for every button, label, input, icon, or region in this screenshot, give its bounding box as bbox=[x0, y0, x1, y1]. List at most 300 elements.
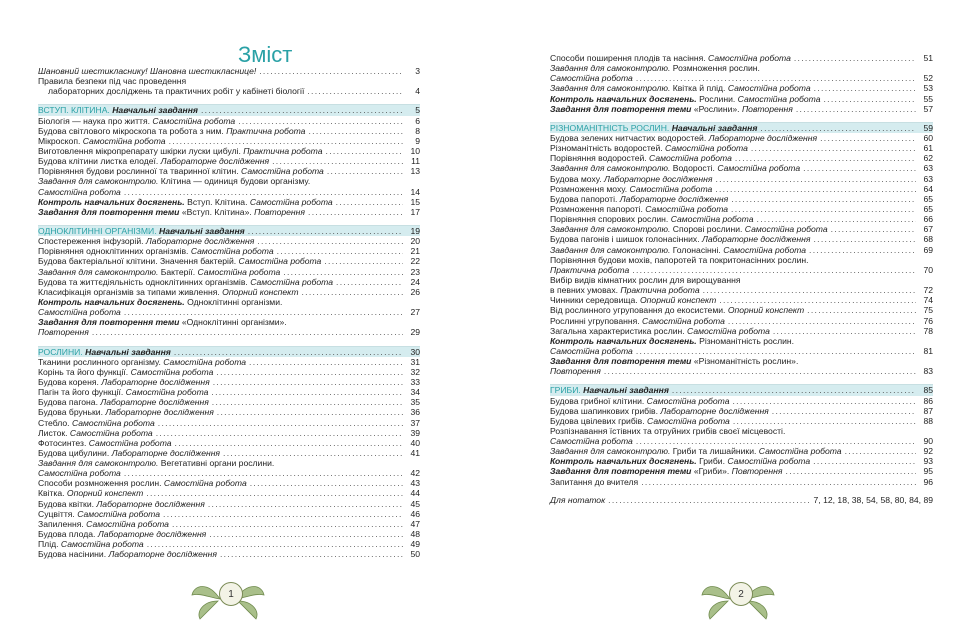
toc-entry-title: Порівняння одноклітинних організмів. Самостійна робота bbox=[38, 246, 274, 257]
toc-page-number: 96 bbox=[923, 476, 933, 487]
toc-entry bbox=[550, 204, 933, 214]
toc-entry-title: Для нотаток bbox=[550, 494, 606, 505]
toc-page-number: 69 bbox=[923, 244, 933, 255]
toc-entry bbox=[550, 83, 933, 93]
toc-entry bbox=[38, 246, 420, 256]
dot-leader bbox=[715, 184, 916, 194]
dot-leader bbox=[672, 385, 916, 395]
toc-entry-title: Запилення. Самостійна робота bbox=[38, 518, 169, 529]
dot-leader bbox=[809, 245, 916, 255]
toc-entry bbox=[550, 104, 933, 114]
dot-leader bbox=[259, 66, 403, 76]
dot-leader bbox=[757, 214, 917, 224]
toc-page-number: 75 bbox=[923, 305, 933, 316]
toc-entry-title: Будова зелених нитчастих водоростей. Лабораторне дослідження bbox=[550, 132, 818, 143]
toc-entry-title: Контроль навчальних досягнень. Вступ. Клітина. Самостійна робота bbox=[38, 196, 333, 207]
toc-page-number: 32 bbox=[410, 366, 420, 377]
toc-page-number: 45 bbox=[410, 498, 420, 509]
dot-leader bbox=[772, 406, 916, 416]
toc-entry-title: Повторення bbox=[550, 366, 601, 377]
dot-leader bbox=[220, 549, 403, 559]
toc-page-number: 39 bbox=[410, 427, 420, 438]
toc-entry-title: Будова грибної клітини. Самостійна робота bbox=[550, 395, 730, 406]
toc-entry-title: Шановний шестикласнику! Шановна шестикласнице! bbox=[38, 66, 257, 76]
dot-leader bbox=[731, 194, 916, 204]
toc-page-number: 53 bbox=[923, 83, 933, 94]
toc-entry-title: Запитання до вчителя bbox=[550, 476, 639, 487]
toc-entry-title: Будова моху. Лабораторне дослідження bbox=[550, 173, 713, 184]
dot-leader bbox=[169, 136, 403, 146]
toc-gap bbox=[550, 114, 933, 122]
dot-leader bbox=[124, 187, 403, 197]
toc-entry bbox=[550, 234, 933, 244]
toc-page-number: 83 bbox=[923, 366, 933, 377]
toc-page-number: 65 bbox=[923, 193, 933, 204]
toc-entry bbox=[550, 153, 933, 163]
dot-leader bbox=[719, 295, 916, 305]
toc-entry bbox=[550, 436, 933, 446]
toc-section-heading bbox=[38, 104, 420, 115]
toc-entry bbox=[550, 416, 933, 426]
toc-entry-title: Розмноження моху. Самостійна робота bbox=[550, 183, 713, 194]
dot-leader bbox=[733, 416, 916, 426]
toc-entry-title: Будова плода. Лабораторне дослідження bbox=[38, 529, 207, 540]
dot-leader bbox=[813, 456, 916, 466]
toc-entry bbox=[550, 295, 933, 305]
toc-page-number: 29 bbox=[410, 327, 420, 338]
dot-leader bbox=[636, 436, 916, 446]
dot-leader bbox=[732, 396, 916, 406]
toc-entry bbox=[550, 305, 933, 315]
toc-entry bbox=[38, 458, 420, 468]
toc-entry bbox=[550, 174, 933, 184]
toc-entry-title: ОДНОКЛІТИННІ ОРГАНІЗМИ. Навчальні завдання bbox=[38, 225, 245, 236]
dot-leader bbox=[731, 204, 916, 214]
dot-leader bbox=[158, 418, 403, 428]
toc-page-number: 57 bbox=[923, 103, 933, 114]
toc-entry bbox=[38, 176, 420, 186]
dot-leader bbox=[92, 327, 403, 337]
toc-entry bbox=[38, 236, 420, 246]
toc-entry bbox=[38, 519, 420, 529]
toc-page-number: 36 bbox=[410, 407, 420, 418]
toc-page-number: 43 bbox=[410, 478, 420, 489]
toc-entry bbox=[38, 207, 420, 217]
dot-leader bbox=[147, 539, 403, 549]
toc-page-number: 50 bbox=[410, 549, 420, 560]
toc-page-number: 74 bbox=[923, 295, 933, 306]
toc-entry-title: Правила безпеки під час проведення bbox=[38, 76, 187, 87]
dot-leader bbox=[845, 446, 916, 456]
toc-entry-title: Чинники середовища. Опорний конспект bbox=[550, 295, 717, 306]
toc-page-number: 13 bbox=[410, 166, 420, 177]
dot-leader bbox=[786, 466, 917, 476]
dot-leader bbox=[209, 529, 403, 539]
toc-entry bbox=[38, 478, 420, 488]
toc-page-number: 41 bbox=[410, 447, 420, 458]
toc-page-number: 62 bbox=[923, 153, 933, 164]
dot-leader bbox=[820, 133, 916, 143]
toc-entry-title: Контроль навчальних досягнень. Рослини. Самостійна робота bbox=[550, 93, 821, 104]
toc-section-heading bbox=[38, 346, 420, 357]
toc-page-number: 59 bbox=[923, 122, 933, 133]
toc-entry bbox=[38, 468, 420, 478]
toc-entry bbox=[38, 116, 420, 126]
toc-entry-title: Завдання для самоконтролю. Бактерії. Самостійна робота bbox=[38, 266, 281, 277]
toc-entry bbox=[38, 377, 420, 387]
toc-entry bbox=[550, 336, 933, 346]
toc-entry bbox=[550, 396, 933, 406]
toc-entry bbox=[38, 256, 420, 266]
toc-page-number: 65 bbox=[923, 203, 933, 214]
dot-leader bbox=[217, 407, 403, 417]
toc-entry-title: Порівняння будови рослинної та тваринної клітин. Самостійна робота bbox=[38, 166, 324, 177]
toc-entry bbox=[38, 418, 420, 428]
toc-page-number: 7, 12, 18, 38, 54, 58, 80, 84, 89 bbox=[813, 494, 933, 505]
toc-entry-title: Корінь та його функції. Самостійна робота bbox=[38, 366, 214, 377]
toc-entry-title: Квітка. Опорний конспект bbox=[38, 488, 144, 499]
toc-page-number: 76 bbox=[923, 315, 933, 326]
toc-entry bbox=[550, 456, 933, 466]
toc-page-number: 47 bbox=[410, 518, 420, 529]
toc-entry-title: Завдання для повторення теми «Рослини». Повторення bbox=[550, 103, 793, 114]
toc-entry bbox=[38, 428, 420, 438]
toc-entry bbox=[550, 143, 933, 153]
dot-leader bbox=[211, 387, 403, 397]
toc-entry-title: Будова цибулини. Лабораторне дослідження bbox=[38, 447, 221, 458]
toc-entry bbox=[550, 316, 933, 326]
toc-entry bbox=[550, 94, 933, 104]
toc-entry bbox=[550, 356, 933, 366]
dot-leader bbox=[326, 146, 403, 156]
toc-entry bbox=[550, 214, 933, 224]
toc-entry bbox=[38, 297, 420, 307]
page-number-left: 1 bbox=[219, 582, 243, 606]
toc-entry bbox=[550, 53, 933, 63]
toc-entry-title: Вибір видів кімнатних рослин для вирощування bbox=[550, 274, 741, 285]
dot-leader bbox=[208, 499, 403, 509]
toc-entry-title: Будова пагонів і шишок голонасінних. Лабораторне дослідження bbox=[550, 234, 811, 245]
toc-entry-title: Будова квітки. Лабораторне дослідження bbox=[38, 498, 205, 509]
toc-page-number: 10 bbox=[410, 145, 420, 156]
toc-section-heading bbox=[38, 225, 420, 236]
toc-entry-title: Будова пагона. Лабораторне дослідження bbox=[38, 397, 209, 408]
toc-entry-title: Порівняння водоростей. Самостійна робота bbox=[550, 153, 732, 164]
toc-entry-title: Самостійна робота bbox=[550, 345, 633, 356]
toc-entry-title: Фотосинтез. Самостійна робота bbox=[38, 437, 172, 448]
toc-entry bbox=[550, 366, 933, 376]
toc-entry bbox=[550, 224, 933, 234]
toc-page-number: 37 bbox=[410, 417, 420, 428]
toc-gap bbox=[38, 217, 420, 225]
toc-page-number: 60 bbox=[923, 132, 933, 143]
toc-entry bbox=[38, 317, 420, 327]
toc-entry-title: Будова та життєдіяльність одноклітинних організмів. Самостійна робота bbox=[38, 276, 333, 287]
toc-entry-title: Розпізнавання їстівних та отруйних грибів своєї місцевості. bbox=[550, 425, 786, 436]
toc-entry bbox=[550, 346, 933, 356]
toc-page-number: 35 bbox=[410, 397, 420, 408]
toc-entry bbox=[550, 73, 933, 83]
toc-entry-title: РОСЛИНИ. Навчальні завдання bbox=[38, 346, 171, 357]
toc-entry bbox=[38, 488, 420, 498]
toc-page-number: 31 bbox=[410, 356, 420, 367]
dot-leader bbox=[324, 256, 403, 266]
dot-leader bbox=[301, 287, 403, 297]
toc-entry bbox=[38, 397, 420, 407]
page-number-right: 2 bbox=[729, 582, 753, 606]
dot-leader bbox=[257, 236, 403, 246]
dot-leader bbox=[248, 226, 403, 236]
toc-page-number: 67 bbox=[923, 224, 933, 235]
dot-leader bbox=[156, 428, 403, 438]
toc-entry bbox=[38, 327, 420, 337]
toc-entry-title: Загальна характеристика рослин. Самостійна робота bbox=[550, 325, 770, 336]
toc-page-number: 61 bbox=[923, 143, 933, 154]
toc-entry bbox=[38, 307, 420, 317]
toc-entry-title: Завдання для повторення теми «Гриби». Повторення bbox=[550, 466, 783, 477]
toc-page-number: 19 bbox=[410, 225, 420, 236]
toc-page-number: 30 bbox=[410, 346, 420, 357]
toc-entry-title: РІЗНОМАНІТНІСТЬ РОСЛИН. Навчальні завдання bbox=[550, 122, 758, 133]
toc-entry bbox=[550, 406, 933, 416]
toc-entry bbox=[38, 187, 420, 197]
toc-entry-title: Виготовлення мікропрепарату шкірки луски цибулі. Практична робота bbox=[38, 145, 323, 156]
dot-leader bbox=[146, 488, 403, 498]
toc-page-number: 48 bbox=[410, 529, 420, 540]
toc-gap bbox=[38, 338, 420, 346]
dot-leader bbox=[608, 495, 810, 505]
dot-leader bbox=[327, 166, 403, 176]
toc-page-number: 34 bbox=[410, 387, 420, 398]
toc-page-number: 70 bbox=[923, 264, 933, 275]
toc-page-number: 68 bbox=[923, 234, 933, 245]
toc-entry-title: Будова шапинкових грибів. Лабораторне дослідження bbox=[550, 405, 769, 416]
dot-leader bbox=[307, 86, 403, 96]
toc-page-number: 85 bbox=[923, 385, 933, 396]
toc-entry-title: Рослинні угруповання. Самостійна робота bbox=[550, 315, 725, 326]
dot-leader bbox=[803, 163, 916, 173]
dot-leader bbox=[277, 246, 403, 256]
toc-page-number: 5 bbox=[415, 105, 420, 116]
dot-leader bbox=[823, 94, 916, 104]
dot-leader bbox=[636, 73, 916, 83]
dot-leader bbox=[213, 377, 403, 387]
toc-entry bbox=[550, 194, 933, 204]
toc-entry-title: Самостійна робота bbox=[38, 468, 121, 479]
toc-page-number: 8 bbox=[415, 125, 420, 136]
toc-page-number: 95 bbox=[923, 466, 933, 477]
dot-leader bbox=[728, 316, 916, 326]
toc-page-number: 92 bbox=[923, 446, 933, 457]
toc-entry bbox=[38, 509, 420, 519]
dot-leader bbox=[641, 477, 916, 487]
toc-entry bbox=[38, 499, 420, 509]
toc-page-number: 81 bbox=[923, 345, 933, 356]
toc-page-number: 9 bbox=[415, 135, 420, 146]
toc-entry-title: Класифікація організмів за типами живлення. Опорний конспект bbox=[38, 286, 299, 297]
toc-entry-title: Плід. Самостійна робота bbox=[38, 539, 144, 550]
toc-entry-title: Будова бактеріальної клітини. Значення бактерій. Самостійна робота bbox=[38, 256, 322, 267]
toc-entry bbox=[38, 448, 420, 458]
toc-entry bbox=[550, 495, 933, 505]
dot-leader bbox=[223, 448, 403, 458]
dot-leader bbox=[172, 519, 403, 529]
toc-entry-title: Розмноження папороті. Самостійна робота bbox=[550, 203, 729, 214]
dot-leader bbox=[249, 357, 403, 367]
toc-entry bbox=[38, 86, 420, 96]
toc-entry-title: Від рослинного угруповання до екосистеми. Опорний конспект bbox=[550, 305, 805, 316]
toc-page-number: 86 bbox=[923, 395, 933, 406]
page-title: Зміст bbox=[238, 42, 293, 67]
dot-leader bbox=[336, 277, 403, 287]
toc-entry bbox=[38, 357, 420, 367]
toc-entry-title: Завдання для самоконтролю. Вегетативні органи рослини. bbox=[38, 458, 275, 469]
toc-entry bbox=[550, 446, 933, 456]
dot-leader bbox=[124, 468, 403, 478]
toc-entry-title: Спостереження інфузорій. Лабораторне дослідження bbox=[38, 236, 255, 247]
dot-leader bbox=[703, 285, 916, 295]
toc-page-number: 24 bbox=[410, 276, 420, 287]
toc-entry-title: Самостійна робота bbox=[550, 73, 633, 84]
toc-page-number: 90 bbox=[923, 436, 933, 447]
dot-leader bbox=[794, 53, 916, 63]
toc-left bbox=[38, 66, 420, 559]
toc-entry-title: лабораторних досліджень та практичних робіт у кабінеті біології bbox=[48, 86, 305, 97]
toc-entry-title: Завдання для самоконтролю. Гриби та лишайники. Самостійна робота bbox=[550, 446, 842, 457]
dot-leader bbox=[201, 105, 403, 115]
toc-entry bbox=[550, 265, 933, 275]
toc-page-number: 64 bbox=[923, 183, 933, 194]
dot-leader bbox=[735, 153, 916, 163]
toc-page-number: 23 bbox=[410, 266, 420, 277]
toc-entry bbox=[550, 326, 933, 336]
toc-entry bbox=[550, 477, 933, 487]
dot-leader bbox=[250, 478, 403, 488]
toc-page-number: 52 bbox=[923, 73, 933, 84]
toc-right bbox=[550, 53, 933, 505]
toc-page-number: 22 bbox=[410, 256, 420, 267]
dot-leader bbox=[773, 326, 916, 336]
toc-page-number: 33 bbox=[410, 376, 420, 387]
toc-entry-title: Стебло. Самостійна робота bbox=[38, 417, 155, 428]
toc-entry-title: Порівняння будови мохів, папоротей та покритонасінних рослин. bbox=[550, 254, 809, 265]
dot-leader bbox=[216, 367, 403, 377]
dot-leader bbox=[807, 305, 916, 315]
toc-entry-title: Повторення bbox=[38, 327, 89, 338]
toc-entry-title: Практична робота bbox=[550, 264, 630, 275]
dot-leader bbox=[715, 174, 916, 184]
dot-leader bbox=[238, 116, 403, 126]
toc-gap bbox=[550, 376, 933, 384]
dot-leader bbox=[283, 267, 403, 277]
toc-entry-title: Завдання для самоконтролю. Розмноження рослин. bbox=[550, 63, 760, 74]
toc-page-number: 40 bbox=[410, 437, 420, 448]
toc-page-number: 4 bbox=[415, 86, 420, 97]
dot-leader bbox=[751, 143, 916, 153]
toc-entry-title: Тканини рослинного організму. Самостійна робота bbox=[38, 356, 247, 367]
toc-page-number: 14 bbox=[410, 186, 420, 197]
toc-page-number: 26 bbox=[410, 286, 420, 297]
toc-entry bbox=[38, 197, 420, 207]
toc-entry bbox=[38, 166, 420, 176]
toc-entry bbox=[550, 163, 933, 173]
toc-gap bbox=[38, 96, 420, 104]
toc-page-number: 78 bbox=[923, 325, 933, 336]
toc-page-number: 44 bbox=[410, 488, 420, 499]
toc-entry-title: в певних умовах. Практична робота bbox=[550, 285, 700, 296]
toc-entry-title: Самостійна робота bbox=[550, 436, 633, 447]
toc-section-heading bbox=[550, 384, 933, 395]
toc-entry bbox=[550, 184, 933, 194]
dot-leader bbox=[124, 307, 403, 317]
dot-leader bbox=[814, 83, 916, 93]
toc-entry-title: Суцвіття. Самостійна робота bbox=[38, 508, 161, 519]
dot-leader bbox=[163, 509, 403, 519]
toc-page-number: 63 bbox=[923, 173, 933, 184]
toc-entry-title: ГРИБИ. Навчальні завдання bbox=[550, 385, 669, 396]
toc-entry bbox=[38, 66, 420, 76]
toc-page-number: 93 bbox=[923, 456, 933, 467]
toc-page-number: 46 bbox=[410, 508, 420, 519]
toc-entry-title: Завдання для повторення теми «Одноклітинні організми». bbox=[38, 317, 287, 328]
toc-page-number: 21 bbox=[410, 246, 420, 257]
toc-entry bbox=[38, 277, 420, 287]
toc-entry-title: Будова папороті. Лабораторне дослідження bbox=[550, 193, 729, 204]
toc-section-heading bbox=[550, 122, 933, 133]
toc-page-number: 15 bbox=[410, 196, 420, 207]
toc-entry bbox=[38, 156, 420, 166]
toc-entry bbox=[38, 136, 420, 146]
toc-entry bbox=[38, 146, 420, 156]
toc-entry bbox=[38, 529, 420, 539]
toc-entry bbox=[550, 255, 933, 265]
toc-entry-title: Завдання для самоконтролю. Спорові рослини. Самостійна робота bbox=[550, 224, 828, 235]
toc-page-number: 63 bbox=[923, 163, 933, 174]
toc-entry bbox=[38, 407, 420, 417]
toc-page-number: 88 bbox=[923, 415, 933, 426]
toc-entry-title: Листок. Самостійна робота bbox=[38, 427, 153, 438]
dot-leader bbox=[604, 366, 916, 376]
toc-entry bbox=[38, 267, 420, 277]
toc-page-number: 51 bbox=[923, 53, 933, 63]
toc-entry-title: Пагін та його функції. Самостійна робота bbox=[38, 387, 209, 398]
toc-page-number: 66 bbox=[923, 214, 933, 225]
toc-page-number: 55 bbox=[923, 93, 933, 104]
toc-entry bbox=[550, 466, 933, 476]
toc-page-number: 49 bbox=[410, 539, 420, 550]
toc-page-number: 6 bbox=[415, 115, 420, 126]
toc-entry bbox=[38, 287, 420, 297]
toc-entry-title: Способи розмноження рослин. Самостійна робота bbox=[38, 478, 247, 489]
toc-page-number: 72 bbox=[923, 285, 933, 296]
toc-entry-title: Мікроскоп. Самостійна робота bbox=[38, 135, 166, 146]
toc-entry-title: Контроль навчальних досягнень. Одноклітинні організми. bbox=[38, 296, 283, 307]
dot-leader bbox=[175, 438, 403, 448]
toc-entry-title: Завдання для самоконтролю. Водорості. Самостійна робота bbox=[550, 163, 801, 174]
toc-page-number: 11 bbox=[411, 156, 420, 167]
toc-page-number: 42 bbox=[410, 468, 420, 479]
dot-leader bbox=[212, 397, 403, 407]
toc-entry bbox=[550, 133, 933, 143]
toc-entry-title: ВСТУП. КЛІТИНА. Навчальні завдання bbox=[38, 105, 198, 116]
toc-entry-title: Самостійна робота bbox=[38, 307, 121, 318]
dot-leader bbox=[813, 234, 916, 244]
toc-entry-title: Будова цвілевих грибів. Самостійна робота bbox=[550, 415, 730, 426]
dot-leader bbox=[796, 104, 916, 114]
dot-leader bbox=[831, 224, 916, 234]
toc-entry bbox=[550, 245, 933, 255]
toc-gap bbox=[550, 487, 933, 495]
